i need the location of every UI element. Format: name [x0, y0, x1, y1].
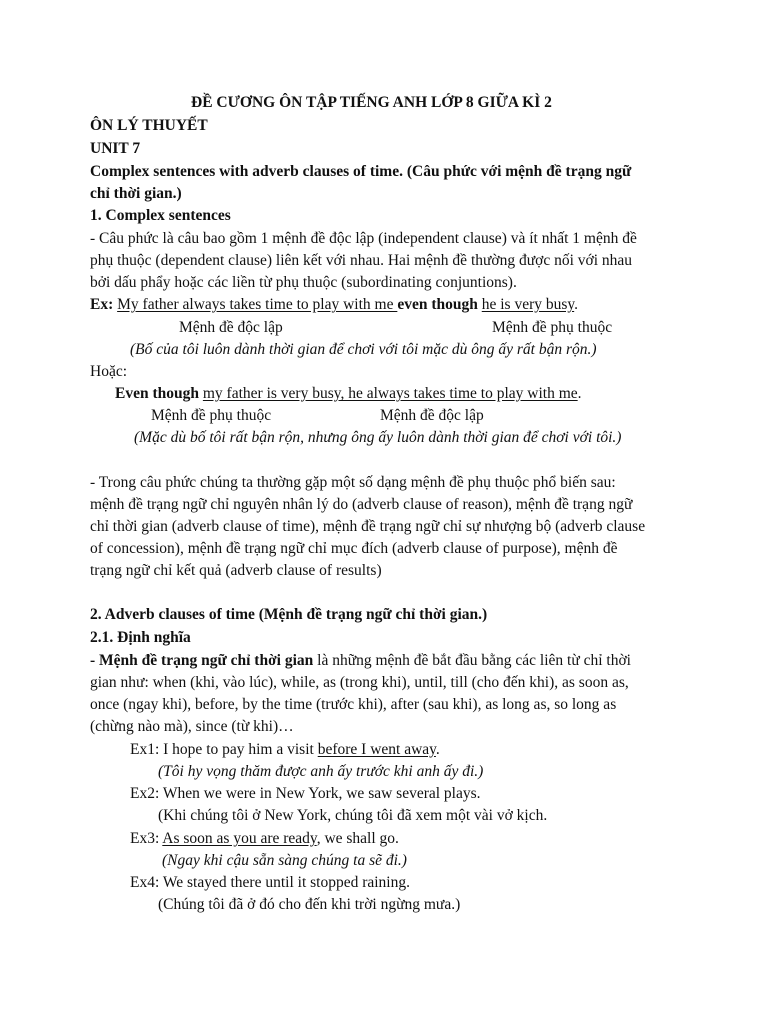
clause: my father is very busy, he always takes time to play with me [202, 385, 578, 402]
heading-adverb-clauses: 2. Adverb clauses of time (Mệnh đề trạng ngữ chỉ thời gian.) [90, 606, 488, 623]
example-ex2-translation: (Khi chúng tôi ở New York, chúng tôi đã xem một vài vở kịch. [158, 807, 548, 824]
conjunction: Even though [115, 385, 199, 402]
label-dependent-clause: Mệnh đề phụ thuộc [492, 319, 613, 336]
time-clause: before I went away [317, 741, 436, 758]
topic-heading-line1: Complex sentences with adverb clauses of time. (Câu phức với mệnh đề trạng ngữ [90, 163, 632, 180]
paragraph-line: of concession), mệnh đề trạng ngữ chỉ mục đích (adverb clause of purpose), mệnh đề [90, 540, 618, 557]
paragraph-line: - Câu phức là câu bao gồm 1 mệnh đề độc lập (independent clause) và ít nhất 1 mệnh đề [90, 230, 637, 247]
example-ex4: Ex4: We stayed there until it stopped raining. [130, 874, 410, 891]
topic-heading-line2: chỉ thời gian.) [90, 185, 182, 202]
label-independent-clause: Mệnh đề độc lập [179, 319, 283, 336]
definition-line: (chừng nào mà), since (từ khi)… [90, 718, 294, 735]
paragraph-line: phụ thuộc (dependent clause) liên kết với nhau. Hai mệnh đề thường được nối với nhau [90, 252, 633, 269]
example-1-sentence: Ex: My father always takes time to play with me even though he is very busy. [90, 296, 579, 313]
section-theory-heading: ÔN LÝ THUYẾT [90, 117, 208, 134]
paragraph-line: trạng ngữ chỉ kết quả (adverb clause of results) [90, 562, 382, 579]
dependent-clause: he is very busy [481, 296, 575, 313]
example-ex1: Ex1: I hope to pay him a visit before I went away. [130, 741, 440, 758]
paragraph-line: bởi dấu phẩy hoặc các liền từ phụ thuộc (subordinating conjuntions). [90, 274, 517, 291]
example-2-sentence: Even though my father is very busy, he always takes time to play with me. [115, 385, 582, 402]
example-ex1-translation: (Tôi hy vọng thăm được anh ấy trước khi anh ấy đi.) [158, 763, 484, 780]
or-text: Hoặc: [90, 363, 128, 380]
definition-line: once (ngay khi), before, by the time (trước khi), after (sau khi), as long as, so long as [90, 696, 617, 713]
definition-term: - Mệnh đề trạng ngữ chỉ thời gian [90, 652, 314, 669]
unit-heading: UNIT 7 [90, 140, 141, 157]
example-1-translation: (Bố của tôi luôn dành thời gian để chơi với tôi mặc dù ông ấy rất bận rộn.) [130, 341, 597, 358]
label-independent-clause: Mệnh đề độc lập [380, 407, 484, 424]
heading-definition: 2.1. Định nghĩa [90, 629, 191, 646]
independent-clause: My father always takes time to play with me [117, 296, 398, 313]
example-label: Ex: [90, 296, 114, 313]
example-ex3-translation: (Ngay khi cậu sẵn sàng chúng ta sẽ đi.) [162, 852, 407, 869]
paragraph-line: mệnh đề trạng ngữ chỉ nguyên nhân lý do (adverb clause of reason), mệnh đề trạng ngữ [90, 496, 633, 513]
definition-line: gian như: when (khi, vào lúc), while, as (trong khi), until, till (cho đến khi), as soon as, [90, 674, 629, 691]
paragraph-line: chỉ thời gian (adverb clause of time), mệnh đề trạng ngữ chỉ sự nhượng bộ (adverb clause [90, 518, 646, 535]
document-title: ĐỀ CƯƠNG ÔN TẬP TIẾNG ANH LỚP 8 GIỮA KÌ 2 [191, 94, 552, 111]
example-ex2: Ex2: When we were in New York, we saw several plays. [130, 785, 481, 802]
example-2-translation: (Mặc dù bố tôi rất bận rộn, nhưng ông ấy luôn dành thời gian để chơi với tôi.) [134, 429, 622, 446]
example-ex3: Ex3: As soon as you are ready, we shall go. [130, 830, 399, 847]
example-ex4-translation: (Chúng tôi đã ở đó cho đến khi trời ngừng mưa.) [158, 896, 461, 913]
paragraph-line: - Trong câu phức chúng ta thường gặp một số dạng mệnh đề phụ thuộc phổ biến sau: [90, 474, 616, 491]
definition-line: - Mệnh đề trạng ngữ chỉ thời gian là những mệnh đề bắt đầu bằng các liên từ chỉ thời [90, 652, 631, 669]
time-clause: As soon as you are ready [162, 830, 317, 847]
conjunction: even though [397, 296, 478, 313]
heading-complex-sentences: 1. Complex sentences [90, 207, 231, 224]
label-dependent-clause: Mệnh đề phụ thuộc [151, 407, 272, 424]
